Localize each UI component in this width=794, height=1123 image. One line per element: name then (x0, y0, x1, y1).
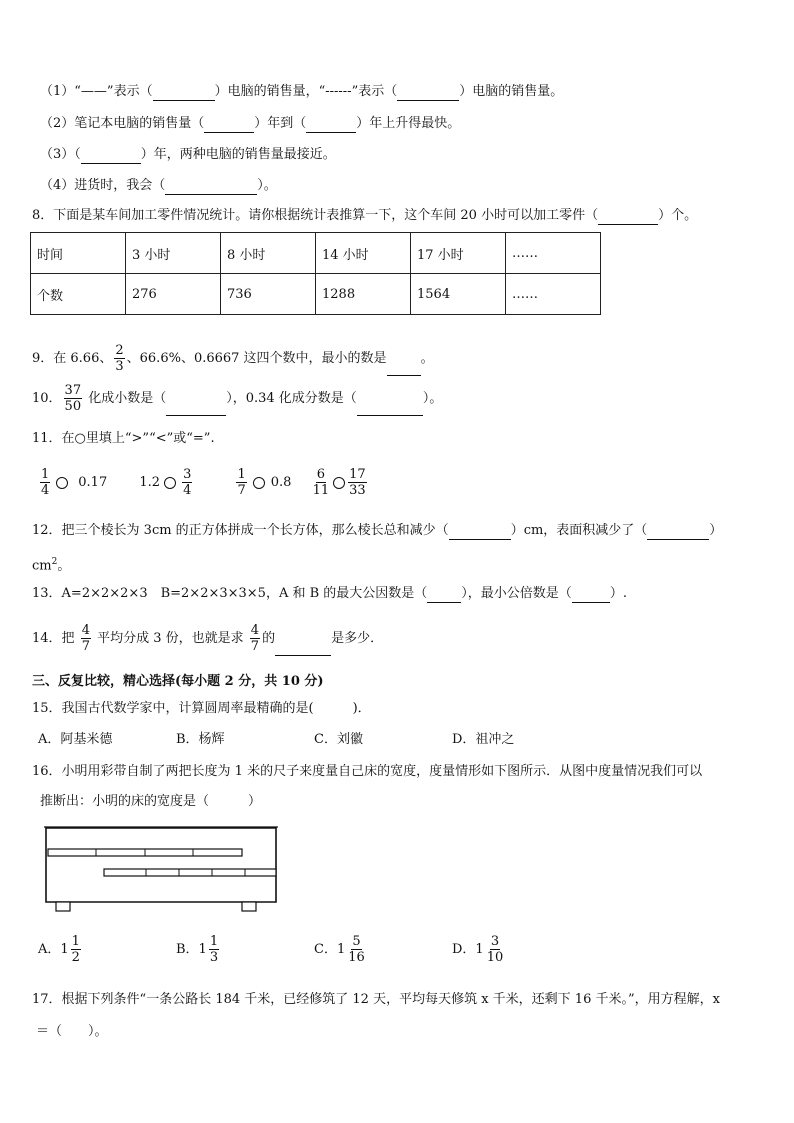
fraction (209, 934, 219, 965)
table-cell: 1564 (411, 274, 506, 315)
q7-part4-text2: ）。 (257, 178, 277, 193)
q10-text3: ），0.34 化成分数是（ (226, 391, 357, 406)
option-label: A．1 (38, 942, 69, 957)
q14 (32, 622, 383, 656)
q16 (32, 763, 702, 781)
q7-part2 (40, 115, 460, 133)
fraction (236, 467, 246, 498)
compare-circle[interactable] (253, 477, 265, 489)
table-cell: 276 (126, 274, 221, 315)
answer-blank[interactable] (449, 525, 511, 540)
q13-text: 13．A=2×2×2×3 B=2×2×3×3×5，A 和 B 的最大公因数是（ (32, 586, 428, 601)
section-title: 三、反复比较，精心选择(每小题 2 分，共 10 分) (32, 674, 324, 689)
q13-text3: ）. (609, 586, 627, 601)
numerator: 4 (250, 623, 260, 638)
q16-text2: 推断出：小明的床的宽度是（ ） (40, 794, 262, 809)
fraction (64, 383, 83, 414)
numerator: 4 (81, 623, 90, 638)
q10-text: 10． (32, 391, 62, 406)
q14-text2: 平均分成 3 份，也就是求 (92, 631, 248, 646)
answer-blank[interactable] (598, 210, 658, 225)
q13 (32, 585, 627, 603)
q15 (32, 700, 371, 718)
numerator: 1 (71, 934, 80, 949)
q9-text: 9．在 6.66、 (32, 351, 113, 366)
table-cell: 14 小时 (316, 233, 411, 274)
q10-text2: 化成小数是（ (84, 391, 167, 406)
q15-text: 15．我国古代数学家中，计算圆周率最精确的是( )． (32, 701, 371, 716)
section-heading (32, 673, 324, 691)
q7-part3-text2: ）年，两种电脑的销售量最接近。 (140, 147, 336, 162)
answer-blank[interactable] (306, 118, 356, 133)
numerator: 3 (183, 467, 192, 482)
unit: cm (32, 558, 52, 574)
compare-circle[interactable] (164, 477, 176, 489)
q16-options (38, 930, 506, 970)
q10 (32, 382, 442, 416)
q14-text3: 的 (262, 631, 276, 646)
table-cell: 时间 (31, 233, 126, 274)
compare-circle[interactable] (56, 477, 68, 489)
denominator: 3 (115, 359, 124, 374)
option-d[interactable]: D．祖冲之 (452, 732, 515, 747)
answer-blank[interactable] (165, 180, 257, 195)
bed-ruler-figure (38, 822, 298, 920)
numerator: 1 (41, 467, 50, 482)
answer-blank[interactable] (153, 86, 215, 101)
denominator: 33 (349, 483, 366, 498)
denominator: 4 (41, 483, 50, 498)
numerator: 1 (237, 467, 246, 482)
denominator: 11 (312, 483, 330, 498)
option-label: B．1 (176, 942, 207, 957)
table-row (31, 233, 601, 274)
q11-text: 11．在○里填上“>”“<”或“=”. (32, 431, 215, 446)
table-cell: 个数 (31, 274, 126, 315)
answer-blank[interactable] (357, 401, 423, 416)
q7-part3-text: （3）（ (40, 147, 81, 162)
denominator: 2 (71, 950, 80, 965)
q17-text: 17．根据下列条件“一条公路长 184 千米，已经修筑了 12 天，平均每天修筑 x 千米，还剩下 16 千米。”，用方程解，x (32, 992, 720, 1007)
q9 (32, 342, 434, 376)
q15-options (38, 731, 514, 749)
fraction (312, 467, 331, 498)
fraction (486, 934, 505, 965)
answer-blank[interactable] (397, 86, 459, 101)
q16-text: 16．小明用彩带自制了两把长度为 1 米的尺子来度量自己床的宽度，度量情形如下图所示．从图中度量情况我们可以 (32, 764, 703, 779)
denominator: 7 (250, 639, 260, 654)
fraction (81, 623, 91, 654)
answer-blank[interactable] (81, 149, 141, 164)
q12-unit (32, 553, 70, 575)
q14-text: 14．把 (32, 631, 79, 646)
answer-blank[interactable] (166, 401, 226, 416)
denominator: 7 (237, 483, 246, 498)
value: 0.17 (78, 475, 108, 490)
option-a[interactable]: A．阿基米德 (38, 732, 113, 747)
numerator: 5 (352, 934, 361, 949)
q7-part2-text: （2）笔记本电脑的销售量（ (40, 116, 205, 131)
fraction (71, 934, 81, 965)
option-a[interactable] (38, 930, 176, 970)
table-cell: 736 (221, 274, 316, 315)
value: 0.8 (270, 475, 292, 490)
option-label: C．1 (314, 942, 346, 957)
q7-part1-text3: ）电脑的销售量。 (459, 84, 564, 99)
q17 (32, 991, 720, 1009)
q7-part3 (40, 146, 336, 164)
denominator: 4 (183, 483, 192, 498)
answer-blank[interactable] (387, 361, 421, 376)
numerator: 6 (316, 467, 325, 482)
q9-text2: 、66.6%、0.6667 这四个数中，最小的数是 (126, 351, 387, 366)
q12 (32, 522, 722, 540)
numerator: 37 (64, 383, 82, 398)
fraction (250, 623, 260, 654)
table-cell: 17 小时 (411, 233, 506, 274)
table-cell: 8 小时 (221, 233, 316, 274)
compare-circle[interactable] (333, 477, 345, 489)
q7-part1-text2: ）电脑的销售量，“------”表示（ (214, 84, 398, 99)
option-b[interactable] (176, 930, 314, 970)
q7-part1-text: （1）“——”表示（ (40, 84, 153, 99)
q11 (32, 430, 215, 448)
q8-tail: ）个。 (658, 208, 698, 223)
answer-blank[interactable] (572, 588, 610, 603)
numerator: 1 (209, 934, 219, 949)
fraction (348, 467, 367, 498)
fraction (347, 934, 366, 965)
fraction (40, 467, 50, 498)
q12-text3: ） (709, 523, 723, 538)
denominator: 16 (348, 950, 365, 965)
q12-text2: ）cm，表面积减少了（ (510, 523, 648, 538)
q8-text (32, 207, 697, 225)
q12-text: 12．把三个棱长为 3cm 的正方体拼成一个长方体，那么棱长总和减少（ (32, 523, 449, 538)
denominator: 50 (64, 399, 82, 414)
value: 1.2 (139, 475, 161, 490)
table-cell: 3 小时 (126, 233, 221, 274)
q14-text4: 是多少． (331, 631, 384, 646)
q13-text2: ），最小公倍数是（ (461, 586, 572, 601)
option-b[interactable]: B．杨辉 (176, 732, 225, 747)
q8-prompt: 8．下面是某车间加工零件情况统计。请你根据统计表推算一下，这个车间 20 小时可以加工零件（ (32, 208, 599, 223)
option-d[interactable] (452, 930, 506, 970)
table-cell: …… (506, 274, 601, 315)
answer-blank[interactable] (204, 118, 254, 133)
answer-blank[interactable] (427, 588, 461, 603)
q16-line2 (40, 793, 261, 811)
q7-part4 (40, 177, 277, 195)
option-c[interactable]: C．刘徽 (314, 732, 363, 747)
q9-text3: 。 (420, 351, 434, 366)
option-label: D．1 (452, 942, 484, 957)
q7-part4-text: （4）进货时，我会（ (40, 178, 166, 193)
numerator: 3 (490, 934, 500, 949)
denominator: 3 (209, 950, 219, 965)
production-table (30, 232, 601, 315)
fraction (182, 467, 192, 498)
numerator: 2 (115, 343, 124, 358)
q7-part1 (40, 83, 563, 101)
q11-items (38, 466, 369, 500)
q17-line2 (36, 1023, 108, 1041)
q7-part2-text2: ）年到（ (254, 116, 307, 131)
table-row (31, 274, 601, 315)
q10-text4: ）。 (422, 391, 443, 406)
denominator: 7 (81, 639, 90, 654)
table-cell: 1288 (316, 274, 411, 315)
unit-exponent: 2 (51, 557, 58, 567)
q17-text2: ＝（ ）。 (36, 1024, 108, 1039)
q7-part2-text3: ）年上升得最快。 (356, 116, 461, 131)
end-mark: 。 (57, 558, 71, 574)
option-c[interactable] (314, 930, 452, 970)
denominator: 10 (486, 950, 504, 965)
table-cell: …… (506, 233, 601, 274)
answer-blank[interactable] (275, 641, 331, 656)
fraction (114, 343, 124, 374)
answer-blank[interactable] (647, 525, 709, 540)
numerator: 17 (349, 467, 366, 482)
